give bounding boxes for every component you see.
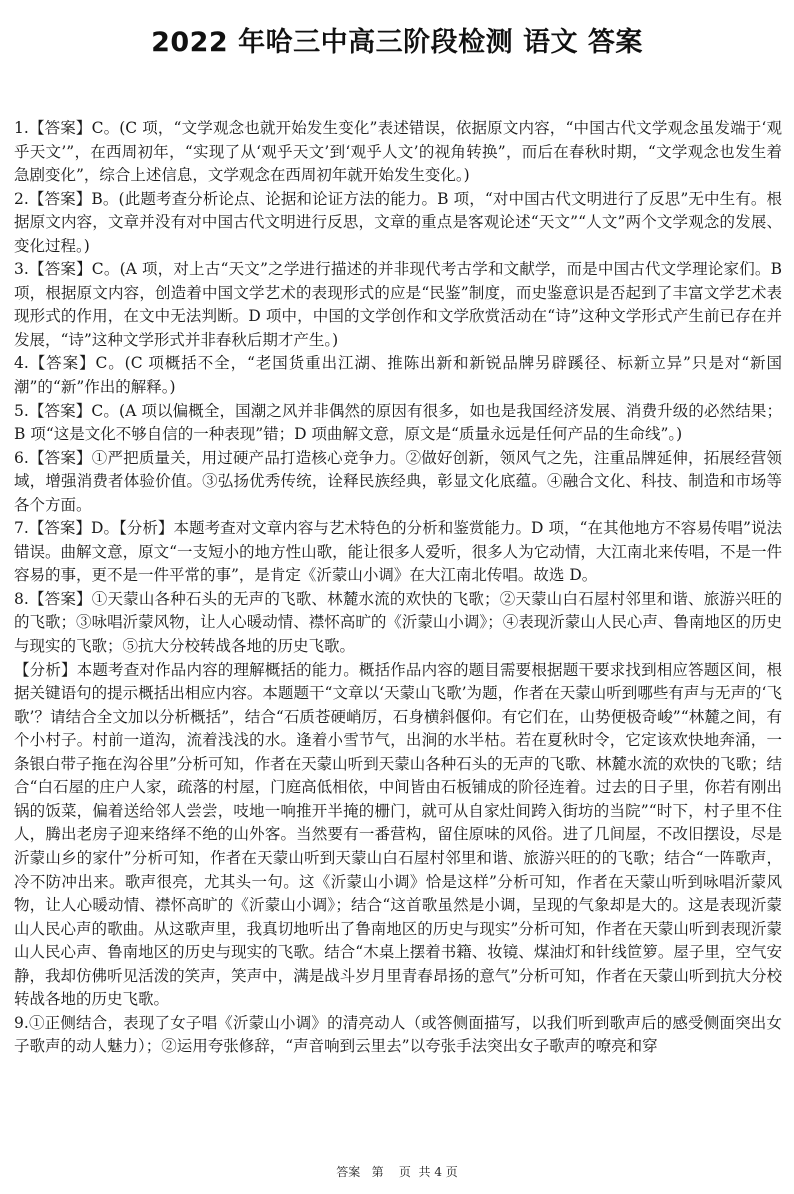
answer-item-7: 7.【答案】D。【分析】本题考查对文章内容与艺术特色的分析和鉴赏能力。D 项，“在其他地方不容易传唱”说法错误。曲解文意，原文“一支短小的地方性山歌，能让很多人爱听，很多人为它动情，大江南北来传唱，不是一件容易的事，更不是一件平常的事”，是肯定《沂蒙山小调》在大江南北传唱。故选 D。 [14, 519, 782, 585]
answer-body [14, 117, 782, 1059]
answer-item-3: 3.【答案】C。(A 项，对上古“天文”之学进行描述的并非现代考古学和文献学，而是中国古代文学理论家们。B 项，根据原文内容，创造着中国文学艺术的表现形式的应是“民鉴”制度，而史鉴意识是否起到了丰富文学艺术表现形式的作用，在文中无法判断。D 项中，中国的文学创作和文学欣赏活动在“诗”这种文学形式产生前已存在并发展，“诗”这种文学形式并非春秋后期才产生。) [14, 260, 782, 349]
answer-item-1: 1.【答案】C。(C 项，“文学观念也就开始发生变化”表述错误，依据原文内容，“中国古代文学观念虽发端于‘观乎天文’”，在西周初年，“实现了从‘观乎天文’到‘观乎人文’的视角转换”，而后在春秋时期，“文学观念也发生着急剧变化”，综合上述信息，文学观念在西周初年就开始发生变化。) [14, 119, 782, 185]
answer-item-8-analysis: 【分析】本题考查对作品内容的理解概括的能力。概括作品内容的题目需要根据题干要求找到相应答题区间，根据关键语句的提示概括出相应内容。本题题干“文章以‘天蒙山飞歌’为题，作者在天蒙山听到哪些有声与无声的‘飞歌’？请结合全文加以分析概括”，结合“石质苍硬峭厉，石身横斜偃仰。有它们在，山势便极奇峻”“林麓之间，有个小村子。村前一道沟，流着浅浅的水。逢着小雪节气，出涧的水半枯。若在夏秋时令，它定该欢快地奔涌，一条银白带子拖在沟谷里”分析可知，作者在天蒙山听到天蒙山各种石头的无声的飞歌、林麓水流的欢快的飞歌；结合“白石屋的庄户人家，疏落的村屋，门庭高低相依，中间皆由石板铺成的阶径连着。过去的日子里，你若有刚出锅的饭菜，偏着送给邻人尝尝，吱地一响推开半掩的栅门，就可从自家灶间跨入街坊的当院”“时下，村子里不住人，腾出老房子迎来络绎不绝的山外客。当然要有一番营构，留住原味的风俗。进了几间屋，不改旧摆设，尽是沂蒙山乡的家什”分析可知，作者在天蒙山听到天蒙山白石屋村邻里和谐、旅游兴旺的的飞歌；结合“一阵歌声，冷不防冲出来。歌声很亮，尤其头一句。这《沂蒙山小调》恰是这样”分析可知，作者在天蒙山听到咏唱沂蒙风物，让人心暖动情、襟怀高旷的《沂蒙山小调》；结合“这首歌虽然是小调，呈现的气象却是大的。这是表现沂蒙山人民心声的歌曲。从这歌声里，我真切地听出了鲁南地区的历史与现实”分析可知，作者在天蒙山听到表现沂蒙山人民心声、鲁南地区的历史与现实的飞歌。结合“木桌上摆着书籍、妆镜、煤油灯和针线笸箩。屋子里，空气安静，我却仿佛听见活泼的笑声，笑声中，满是战斗岁月里青春昂扬的意气”分析可知，作者在天蒙山听到抗大分校转战各地的历史飞歌。 [14, 660, 782, 1009]
answer-item-5: 5.【答案】C。(A 项以偏概全，国潮之风并非偶然的原因有很多，如也是我国经济发展、消费升级的必然结果；B 项“这是文化不够自信的一种表现”错；D 项曲解文意，原文是“质量永远是任何产品的生命线”。) [14, 401, 782, 444]
answer-item-4: 4.【答案】C。(C 项概括不全，“老国货重出江湖、推陈出新和新锐品牌另辟蹊径、标新立异”只是对“新国潮”的“新”作出的解释。) [14, 354, 782, 397]
answer-item-8: 8.【答案】①天蒙山各种石头的无声的飞歌、林麓水流的欢快的飞歌；②天蒙山白石屋村邻里和谐、旅游兴旺的的飞歌；③咏唱沂蒙风物，让人心暖动情、襟怀高旷的《沂蒙山小调》；④表现沂蒙山人民心声、鲁南地区的历史与现实的飞歌；⑤抗大分校转战各地的历史飞歌。 [14, 589, 782, 656]
answer-item-9: 9.①正侧结合，表现了女子唱《沂蒙山小调》的清亮动人（或答侧面描写，以我们听到歌声后的感受侧面突出女子歌声的动人魅力）；②运用夸张修辞，“声音响到云里去”以夸张手法突出女子歌声的嘹亮和穿 [14, 1013, 782, 1056]
page-footer: 答案 第 页 共 4 页 [336, 1165, 458, 1179]
answer-item-6: 6.【答案】①严把质量关，用过硬产品打造核心竞争力。②做好创新，领风气之先，注重品牌延伸，拓展经营领域，增强消费者体验价值。③弘扬优秀传统，诠释民族经典，彰显文化底蕴。④融合文化、科技、制造和市场等各个方面。 [14, 448, 782, 514]
answer-item-2: 2.【答案】B。(此题考查分析论点、论据和论证方法的能力。B 项，“对中国古代文明进行了反思”无中生有。根据原文内容，文章并没有对中国古代文明进行反思，文章的重点是客观论述“天文”“人文”两个文学观念的发展、变化过程。) [14, 189, 782, 255]
page-title: 2022 年哈三中高三阶段检测 语文 答案 [151, 27, 643, 58]
